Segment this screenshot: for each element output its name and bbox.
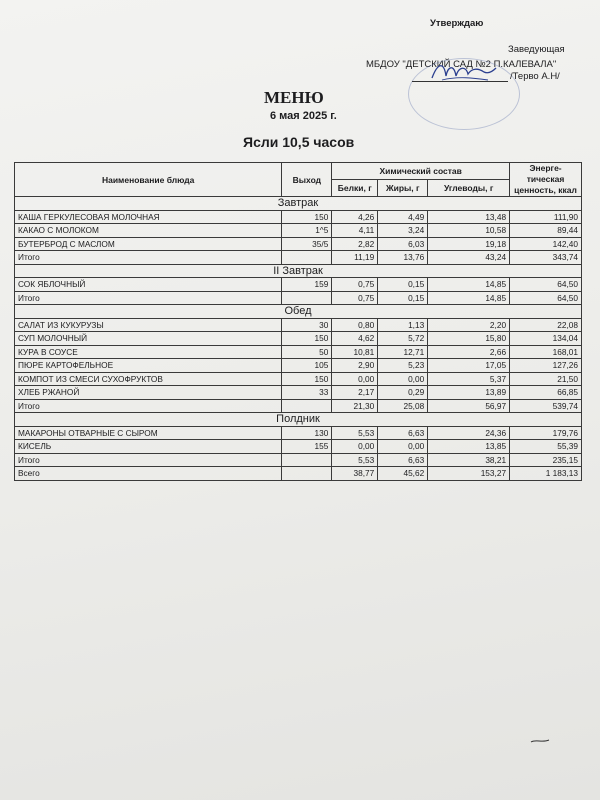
cell-proteins: 2,90 [332,359,378,373]
cell-proteins: 0,75 [332,278,378,292]
section-title: Обед [15,305,582,319]
cell-energy: 127,26 [510,359,582,373]
cell-fats: 0,00 [378,440,428,454]
header-energy: Энерге-тическая ценность, ккал [510,163,582,197]
cell-fats: 0,15 [378,291,428,305]
menu-table-body [15,197,582,481]
cell-carbs: 153,27 [428,467,510,481]
cell-output: 150 [282,210,332,224]
cell-carbs: 13,85 [428,440,510,454]
cell-fats: 5,23 [378,359,428,373]
section-total-row [15,291,582,305]
dish-row [15,210,582,224]
section-total-row [15,453,582,467]
cell-energy: 168,01 [510,345,582,359]
section-title: Завтрак [15,197,582,211]
cell-dish-name: БУТЕРБРОД С МАСЛОМ [15,237,282,251]
approval-heading: Утверждаю [430,18,484,29]
cell-fats: 6,63 [378,426,428,440]
cell-dish-name: МАКАРОНЫ ОТВАРНЫЕ С СЫРОМ [15,426,282,440]
cell-energy: 235,15 [510,453,582,467]
cell-carbs: 38,21 [428,453,510,467]
dish-row [15,332,582,346]
cell-proteins: 0,00 [332,372,378,386]
document-title: МЕНЮ [264,88,324,107]
dish-row [15,345,582,359]
cell-energy: 111,90 [510,210,582,224]
grand-total-row [15,467,582,481]
cell-fats: 5,72 [378,332,428,346]
header-carbs: Углеводы, г [428,180,510,197]
cell-fats: 0,00 [378,372,428,386]
section-header-row [15,305,582,319]
cell-output [282,291,332,305]
section-total-row [15,399,582,413]
cell-proteins: 2,82 [332,237,378,251]
cell-proteins: 10,81 [332,345,378,359]
dish-row [15,386,582,400]
header-proteins: Белки, г [332,180,378,197]
section-title: Полдник [15,413,582,427]
cell-carbs: 14,85 [428,278,510,292]
dish-row [15,224,582,238]
cell-energy: 343,74 [510,251,582,265]
cell-dish-name: Всего [15,467,282,481]
cell-dish-name: СОК ЯБЛОЧНЫЙ [15,278,282,292]
cell-carbs: 24,36 [428,426,510,440]
cell-fats: 3,24 [378,224,428,238]
cell-proteins: 4,62 [332,332,378,346]
pen-mark [530,738,550,744]
cell-energy: 55,39 [510,440,582,454]
cell-carbs: 13,48 [428,210,510,224]
cell-output: 30 [282,318,332,332]
dish-row [15,440,582,454]
cell-proteins: 5,53 [332,426,378,440]
header-chemical-composition: Химический состав [332,163,510,180]
cell-energy: 22,08 [510,318,582,332]
cell-dish-name: КУРА В СОУСЕ [15,345,282,359]
cell-carbs: 17,05 [428,359,510,373]
cell-output: 150 [282,332,332,346]
cell-fats: 13,76 [378,251,428,265]
cell-proteins: 2,17 [332,386,378,400]
cell-dish-name: КИСЕЛЬ [15,440,282,454]
cell-proteins: 4,26 [332,210,378,224]
cell-fats: 12,71 [378,345,428,359]
cell-fats: 0,29 [378,386,428,400]
cell-proteins: 0,80 [332,318,378,332]
cell-dish-name: ХЛЕБ РЖАНОЙ [15,386,282,400]
cell-fats: 1,13 [378,318,428,332]
cell-energy: 64,50 [510,278,582,292]
header-fats: Жиры, г [378,180,428,197]
cell-carbs: 19,18 [428,237,510,251]
cell-proteins: 5,53 [332,453,378,467]
section-header-row [15,197,582,211]
cell-output: 155 [282,440,332,454]
cell-carbs: 14,85 [428,291,510,305]
cell-energy: 89,44 [510,224,582,238]
dish-row [15,318,582,332]
cell-carbs: 5,37 [428,372,510,386]
section-header-row [15,413,582,427]
document-subtitle: Ясли 10,5 часов [243,134,355,150]
approval-organization: МБДОУ "ДЕТСКИЙ САД №2 П.КАЛЕВАЛА" [366,59,557,70]
header-dish-name: Наименование блюда [15,163,282,197]
cell-proteins: 0,75 [332,291,378,305]
cell-proteins: 0,00 [332,440,378,454]
dish-row [15,278,582,292]
menu-table [14,162,582,481]
cell-output: 150 [282,372,332,386]
signature-line [412,81,508,82]
cell-dish-name: КОМПОТ ИЗ СМЕСИ СУХОФРУКТОВ [15,372,282,386]
cell-fats: 45,62 [378,467,428,481]
cell-proteins: 38,77 [332,467,378,481]
cell-output: 35/5 [282,237,332,251]
cell-dish-name: Итого [15,399,282,413]
cell-energy: 21,50 [510,372,582,386]
cell-output: 130 [282,426,332,440]
cell-fats: 4,49 [378,210,428,224]
cell-proteins: 21,30 [332,399,378,413]
section-header-row [15,264,582,278]
cell-proteins: 4,11 [332,224,378,238]
dish-row [15,237,582,251]
header-output: Выход [282,163,332,197]
cell-energy: 134,04 [510,332,582,346]
approval-position: Заведующая [508,44,565,55]
cell-output [282,467,332,481]
cell-fats: 0,15 [378,278,428,292]
cell-proteins: 11,19 [332,251,378,265]
cell-dish-name: КАКАО С МОЛОКОМ [15,224,282,238]
cell-energy: 66,85 [510,386,582,400]
cell-dish-name: Итого [15,453,282,467]
cell-fats: 25,08 [378,399,428,413]
cell-carbs: 56,97 [428,399,510,413]
cell-carbs: 2,20 [428,318,510,332]
cell-dish-name: Итого [15,251,282,265]
dish-row [15,359,582,373]
cell-output [282,251,332,265]
cell-output: 1^5 [282,224,332,238]
cell-energy: 1 183,13 [510,467,582,481]
cell-dish-name: ПЮРЕ КАРТОФЕЛЬНОЕ [15,359,282,373]
cell-carbs: 15,80 [428,332,510,346]
cell-carbs: 10,58 [428,224,510,238]
cell-carbs: 13,89 [428,386,510,400]
cell-output [282,399,332,413]
cell-output: 33 [282,386,332,400]
cell-energy: 64,50 [510,291,582,305]
cell-fats: 6,03 [378,237,428,251]
cell-dish-name: Итого [15,291,282,305]
section-total-row [15,251,582,265]
cell-dish-name: САЛАТ ИЗ КУКУРУЗЫ [15,318,282,332]
cell-output: 159 [282,278,332,292]
cell-energy: 539,74 [510,399,582,413]
document-date: 6 мая 2025 г. [270,110,337,122]
dish-row [15,372,582,386]
cell-energy: 179,76 [510,426,582,440]
cell-dish-name: КАША ГЕРКУЛЕСОВАЯ МОЛОЧНАЯ [15,210,282,224]
section-title: II Завтрак [15,264,582,278]
cell-carbs: 2,66 [428,345,510,359]
dish-row [15,426,582,440]
cell-output: 105 [282,359,332,373]
cell-fats: 6,63 [378,453,428,467]
cell-output [282,453,332,467]
cell-energy: 142,40 [510,237,582,251]
approval-name: /Терво А.Н/ [510,71,560,82]
cell-carbs: 43,24 [428,251,510,265]
cell-dish-name: СУП МОЛОЧНЫЙ [15,332,282,346]
cell-output: 50 [282,345,332,359]
